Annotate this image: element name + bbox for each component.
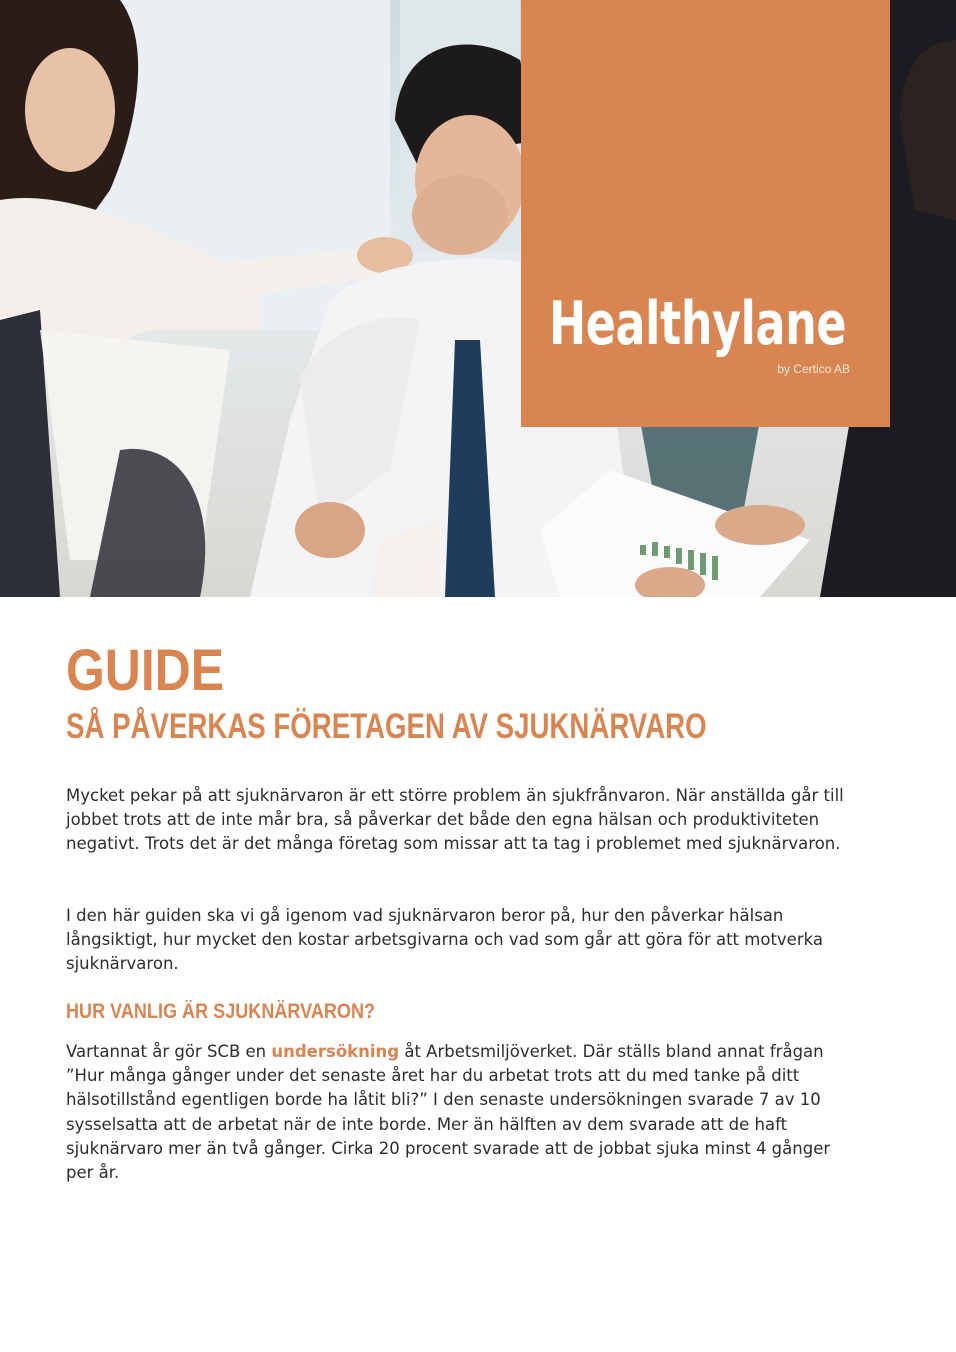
section-text-after-link: åt Arbetsmiljöverket. Där ställs bland annat frågan ”Hur många gånger under det senaste året har du arbetat trots att du med tanke på ditt hälsotillstånd egentligen borde ha låtit bli?” I den senaste undersökningen svarade 7 av 10 sysselsatta att de arbetat när de inte borde. Mer än hälften av dem svarade att de haft sjuknärvaro mer än två gånger. Cirka 20 procent svarade att de jobbat sjuka minst 4 gånger per år. xyxy=(66,1042,831,1183)
section-paragraph xyxy=(66,1040,846,1185)
page-title: GUIDE xyxy=(66,638,224,703)
brand-logo-box xyxy=(521,0,890,427)
brand-logo: Healthylane xyxy=(549,289,847,359)
brand-byline: by Certico AB xyxy=(777,362,850,376)
intro-paragraph-1: Mycket pekar på att sjuknärvaron är ett större problem än sjukfrånvaron. När anställda går till jobbet trots att de inte mår bra, så påverkar det både den egna hälsan och produktiviteten negativt. Trots det är det många företag som missar att ta tag i problemet med sjuknärvaron. xyxy=(66,786,844,854)
section-heading: HUR VANLIG ÄR SJUKNÄRVARON? xyxy=(66,1000,376,1023)
survey-link[interactable]: undersökning xyxy=(271,1042,400,1061)
section-text-before-link: Vartannat år gör SCB en xyxy=(66,1042,272,1061)
intro-paragraph-2: I den här guiden ska vi gå igenom vad sjuknärvaron beror på, hur den påverkar hälsan långsiktigt, hur mycket den kostar arbetsgivarna och vad som går att göra för att motverka sjuknärvaron. xyxy=(66,906,823,974)
page-subtitle: SÅ PÅVERKAS FÖRETAGEN AV SJUKNÄRVARO xyxy=(66,707,707,746)
